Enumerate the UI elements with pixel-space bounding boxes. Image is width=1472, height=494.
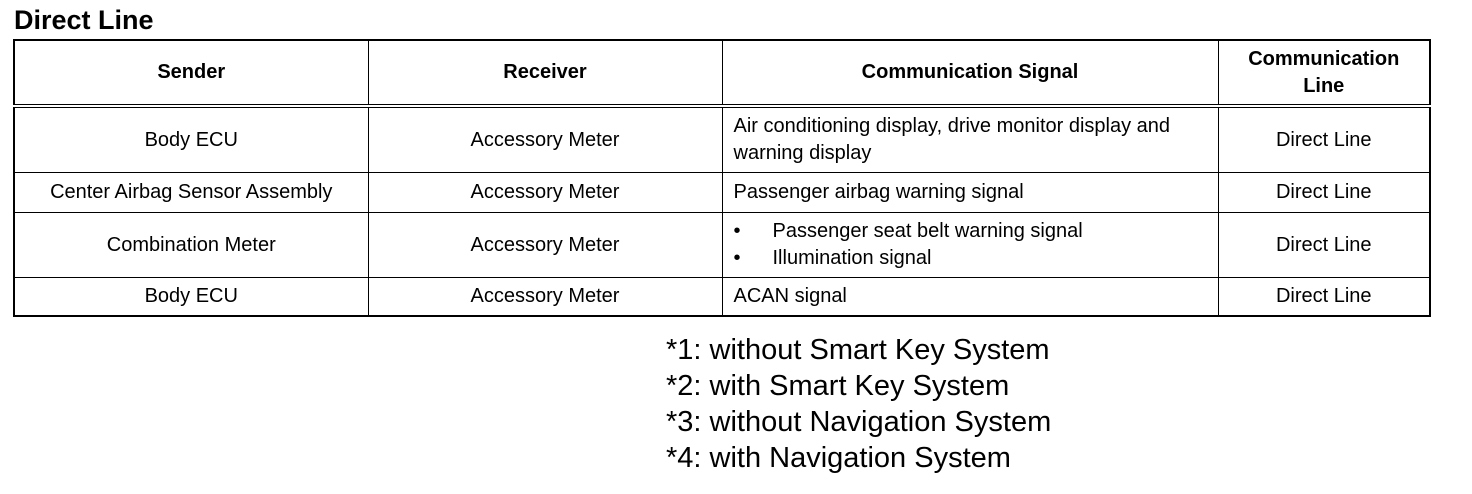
table-row bbox=[14, 173, 1430, 213]
cell-signal: ACAN signal bbox=[722, 278, 1218, 317]
header-communication-line: Communication Line bbox=[1218, 40, 1430, 106]
cell-line: Direct Line bbox=[1218, 278, 1430, 317]
communication-table bbox=[13, 39, 1431, 317]
table-row bbox=[14, 213, 1430, 278]
table-row bbox=[14, 278, 1430, 317]
footnote: *1: without Smart Key System bbox=[666, 334, 1050, 366]
signal-bullet-text: Illumination signal bbox=[772, 247, 932, 269]
cell-receiver: Accessory Meter bbox=[368, 278, 722, 317]
cell-sender: Body ECU bbox=[14, 106, 368, 173]
cell-line: Direct Line bbox=[1218, 173, 1430, 213]
cell-signal: Air conditioning display, drive monitor display and warning display bbox=[722, 106, 1218, 173]
signal-bullet-list bbox=[734, 218, 1210, 272]
footnote: *2: with Smart Key System bbox=[666, 370, 1010, 402]
cell-signal: Passenger airbag warning signal bbox=[722, 173, 1218, 213]
bullet-icon: • bbox=[733, 247, 741, 269]
header-receiver: Receiver bbox=[368, 40, 722, 106]
cell-receiver: Accessory Meter bbox=[368, 213, 722, 278]
signal-bullet-item bbox=[734, 245, 1210, 272]
section-title: Direct Line bbox=[14, 5, 154, 35]
header-communication-signal: Communication Signal bbox=[722, 40, 1218, 106]
cell-line: Direct Line bbox=[1218, 213, 1430, 278]
table-row bbox=[14, 106, 1430, 173]
footnote: *4: with Navigation System bbox=[666, 442, 1011, 474]
header-sender: Sender bbox=[14, 40, 368, 106]
cell-receiver: Accessory Meter bbox=[368, 173, 722, 213]
cell-sender: Body ECU bbox=[14, 278, 368, 317]
cell-receiver: Accessory Meter bbox=[368, 106, 722, 173]
bullet-icon: • bbox=[733, 220, 741, 242]
signal-bullet-text: Passenger seat belt warning signal bbox=[772, 220, 1083, 242]
cell-line: Direct Line bbox=[1218, 106, 1430, 173]
signal-bullet-item bbox=[734, 218, 1210, 245]
cell-signal bbox=[722, 213, 1218, 278]
cell-sender: Combination Meter bbox=[14, 213, 368, 278]
cell-sender: Center Airbag Sensor Assembly bbox=[14, 173, 368, 213]
footnote: *3: without Navigation System bbox=[666, 406, 1052, 438]
table-header-row bbox=[14, 40, 1430, 106]
footnotes bbox=[666, 332, 1051, 476]
